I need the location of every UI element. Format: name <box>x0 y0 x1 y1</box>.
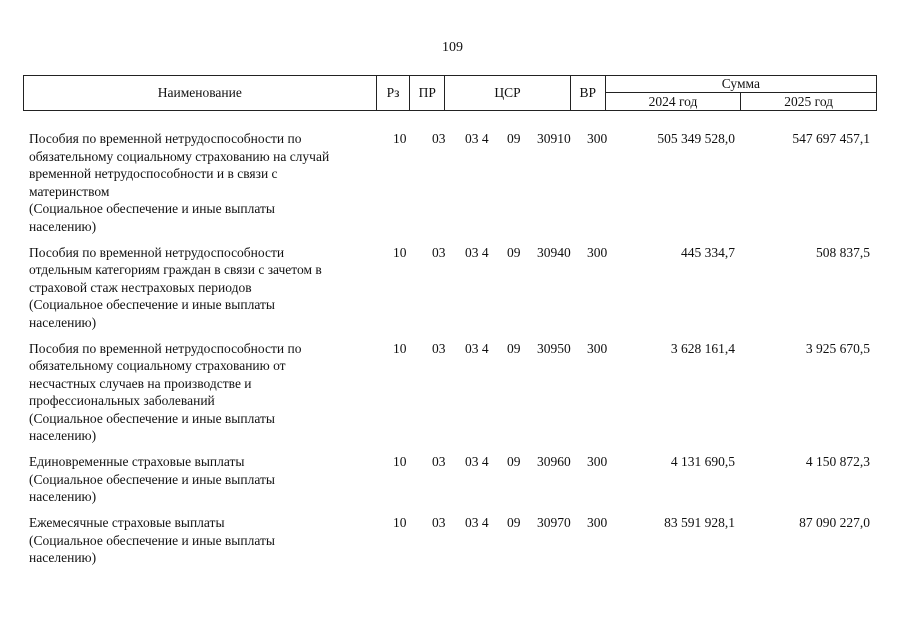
cell-y2024: 445 334,7 <box>681 244 735 260</box>
header-vr: ВР <box>570 76 605 111</box>
cell-vr: 300 <box>587 515 608 530</box>
cell-y2025: 87 090 227,0 <box>799 515 870 530</box>
row-name-line: населению) <box>29 314 97 330</box>
table-row <box>0 514 905 567</box>
cell-csr2: 09 <box>507 340 521 356</box>
row-name <box>29 340 379 445</box>
table-row <box>0 453 905 506</box>
row-name-line: (Социальное обеспечение и иные выплаты <box>29 201 275 216</box>
cell-vr: 300 <box>587 244 608 260</box>
row-name-line: населению) <box>29 489 97 504</box>
cell-csr2: 09 <box>507 454 521 469</box>
header-name: Наименование <box>24 76 377 111</box>
table-row <box>0 130 905 235</box>
cell-csr3: 30910 <box>537 131 571 146</box>
row-name-line: населению) <box>29 428 97 443</box>
cell-y2025: 3 925 670,5 <box>805 340 870 356</box>
page-number: 109 <box>442 40 463 55</box>
row-name <box>29 244 379 332</box>
cell-y2025: 4 150 872,3 <box>805 454 870 469</box>
row-name-line: Пособия по временной нетрудоспособности по <box>29 340 302 356</box>
row-name <box>29 514 379 567</box>
cell-csr1: 03 4 <box>465 340 489 356</box>
header-csr: ЦСР <box>445 76 571 111</box>
cell-csr2: 09 <box>507 515 521 530</box>
header-pr: ПР <box>410 76 445 111</box>
cell-csr3: 30950 <box>537 340 571 356</box>
cell-y2025: 547 697 457,1 <box>792 131 870 146</box>
row-name-line: (Социальное обеспечение и иные выплаты <box>29 532 275 548</box>
cell-vr: 300 <box>587 454 608 469</box>
cell-y2024: 505 349 528,0 <box>657 131 735 146</box>
row-name-line: обязательному социальному страхованию от <box>29 358 286 373</box>
cell-y2024: 4 131 690,5 <box>670 454 735 469</box>
cell-vr: 300 <box>587 131 608 146</box>
header-rz: Рз <box>376 76 410 111</box>
cell-rz: 10 <box>393 515 407 530</box>
row-name-line: Пособия по временной нетрудоспособности по <box>29 131 302 146</box>
cell-csr1: 03 4 <box>465 131 489 146</box>
cell-csr1: 03 4 <box>465 244 489 260</box>
row-name-line: населению) <box>29 218 97 234</box>
row-name-line: (Социальное обеспечение и иные выплаты <box>29 410 275 426</box>
row-name-line: материнством <box>29 183 110 199</box>
cell-csr1: 03 4 <box>465 454 489 469</box>
cell-pr: 03 <box>432 515 446 530</box>
cell-y2024: 3 628 161,4 <box>670 340 735 356</box>
cell-pr: 03 <box>432 131 446 146</box>
table-row <box>0 244 905 332</box>
cell-csr1: 03 4 <box>465 515 489 530</box>
cell-pr: 03 <box>432 340 446 356</box>
row-name-line: временной нетрудоспособности и в связи с <box>29 166 278 181</box>
cell-csr3: 30960 <box>537 454 571 469</box>
cell-csr3: 30970 <box>537 515 571 530</box>
row-name-line: Пособия по временной нетрудоспособности <box>29 244 285 260</box>
row-name-line: страховой стаж нестраховых периодов <box>29 279 252 295</box>
row-name <box>29 453 379 506</box>
table-row <box>0 340 905 445</box>
cell-csr2: 09 <box>507 244 521 260</box>
table-body <box>0 130 905 575</box>
header-year-2024: 2024 год <box>605 93 741 111</box>
cell-rz: 10 <box>393 131 407 146</box>
row-name-line: обязательному социальному страхованию на случай <box>29 148 330 164</box>
row-name-line: профессиональных заболеваний <box>29 393 215 408</box>
cell-y2024: 83 591 928,1 <box>664 515 735 530</box>
row-name-line: населению) <box>29 550 97 565</box>
row-name-line: (Социальное обеспечение и иные выплаты <box>29 471 275 487</box>
row-name <box>29 130 379 235</box>
cell-pr: 03 <box>432 454 446 469</box>
cell-rz: 10 <box>393 340 407 356</box>
row-name-line: Ежемесячные страховые выплаты <box>29 515 225 530</box>
cell-y2025: 508 837,5 <box>816 244 870 260</box>
row-name-line: Единовременные страховые выплаты <box>29 454 245 469</box>
cell-rz: 10 <box>393 244 407 260</box>
header-sum: Сумма <box>605 76 876 93</box>
cell-pr: 03 <box>432 244 446 260</box>
table-header <box>23 75 877 111</box>
cell-csr3: 30940 <box>537 244 571 260</box>
row-name-line: отдельным категориям граждан в связи с зачетом в <box>29 262 322 277</box>
row-name-line: несчастных случаев на производстве и <box>29 375 252 391</box>
cell-csr2: 09 <box>507 131 521 146</box>
cell-vr: 300 <box>587 340 608 356</box>
header-year-2025: 2025 год <box>741 93 877 111</box>
cell-rz: 10 <box>393 454 407 469</box>
row-name-line: (Социальное обеспечение и иные выплаты <box>29 297 275 312</box>
